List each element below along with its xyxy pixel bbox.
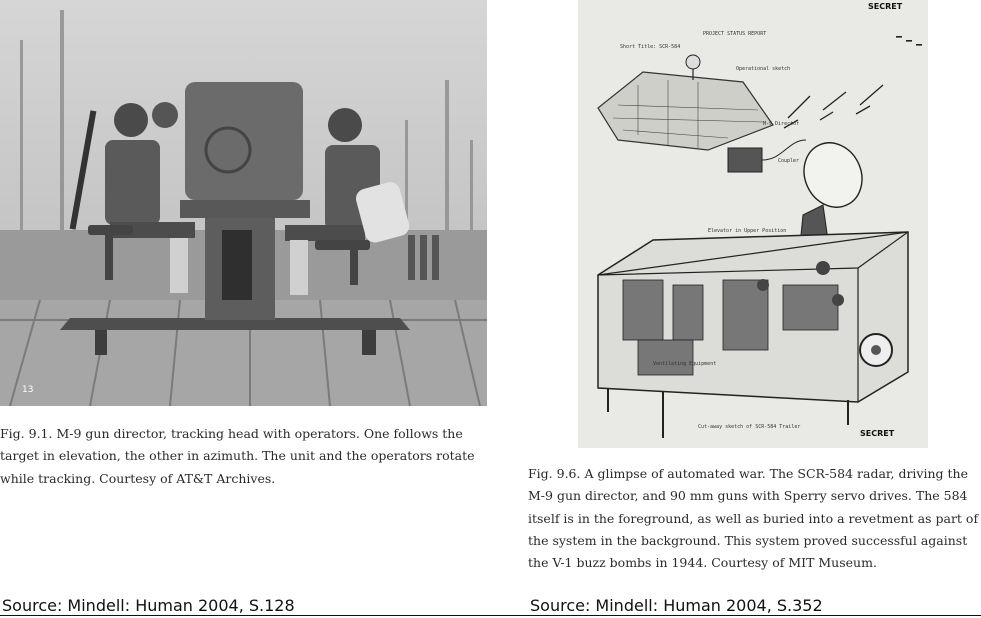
sketch-label: Operational sketch xyxy=(736,66,791,72)
short-title: Short Title: SCR-584 xyxy=(620,44,681,50)
left-source-citation: Source: Mindell: Human 2004, S.128 xyxy=(2,596,295,615)
right-figure-caption: Fig. 9.6. A glimpse of automated war. The SCR-584 radar, driving the M-9 gun director, and 90 mm guns with Sperry servo drives. The 584 itself is in the foreground, as well as buried into a revetment as part of the system in the background. This system proved successful against the V-1 buzz bombs in 1944. Courtesy of MIT Museum. xyxy=(528,466,979,571)
secret-stamp-top: SECRET xyxy=(868,2,903,11)
photo-illustration xyxy=(0,0,487,406)
drawing-illustration xyxy=(578,0,928,448)
bottom-rule xyxy=(0,615,981,616)
scr584-drawing xyxy=(578,0,928,448)
coupler-label: Coupler xyxy=(778,158,800,164)
cutaway-label: Cut-away sketch of SCR-584 Trailer xyxy=(698,424,801,430)
elevator-label: Elevator in Upper Position xyxy=(708,228,787,234)
m9-gun-director-photo xyxy=(0,0,487,406)
left-figure-caption: Fig. 9.1. M-9 gun director, tracking head with operators. One follows the target in elevation, the other in azimuth. The unit and the operators rotate while tracking. Courtesy of AT&T Archives. xyxy=(0,426,475,486)
secret-stamp-bottom: SECRET xyxy=(860,429,895,438)
director-label: M-9 Director xyxy=(763,121,800,127)
right-source-citation: Source: Mindell: Human 2004, S.352 xyxy=(530,596,823,615)
ventilating-label: Ventilating Equipment xyxy=(653,361,717,367)
report-title: PROJECT STATUS REPORT xyxy=(703,31,767,37)
plate-number: 13 xyxy=(22,385,34,395)
